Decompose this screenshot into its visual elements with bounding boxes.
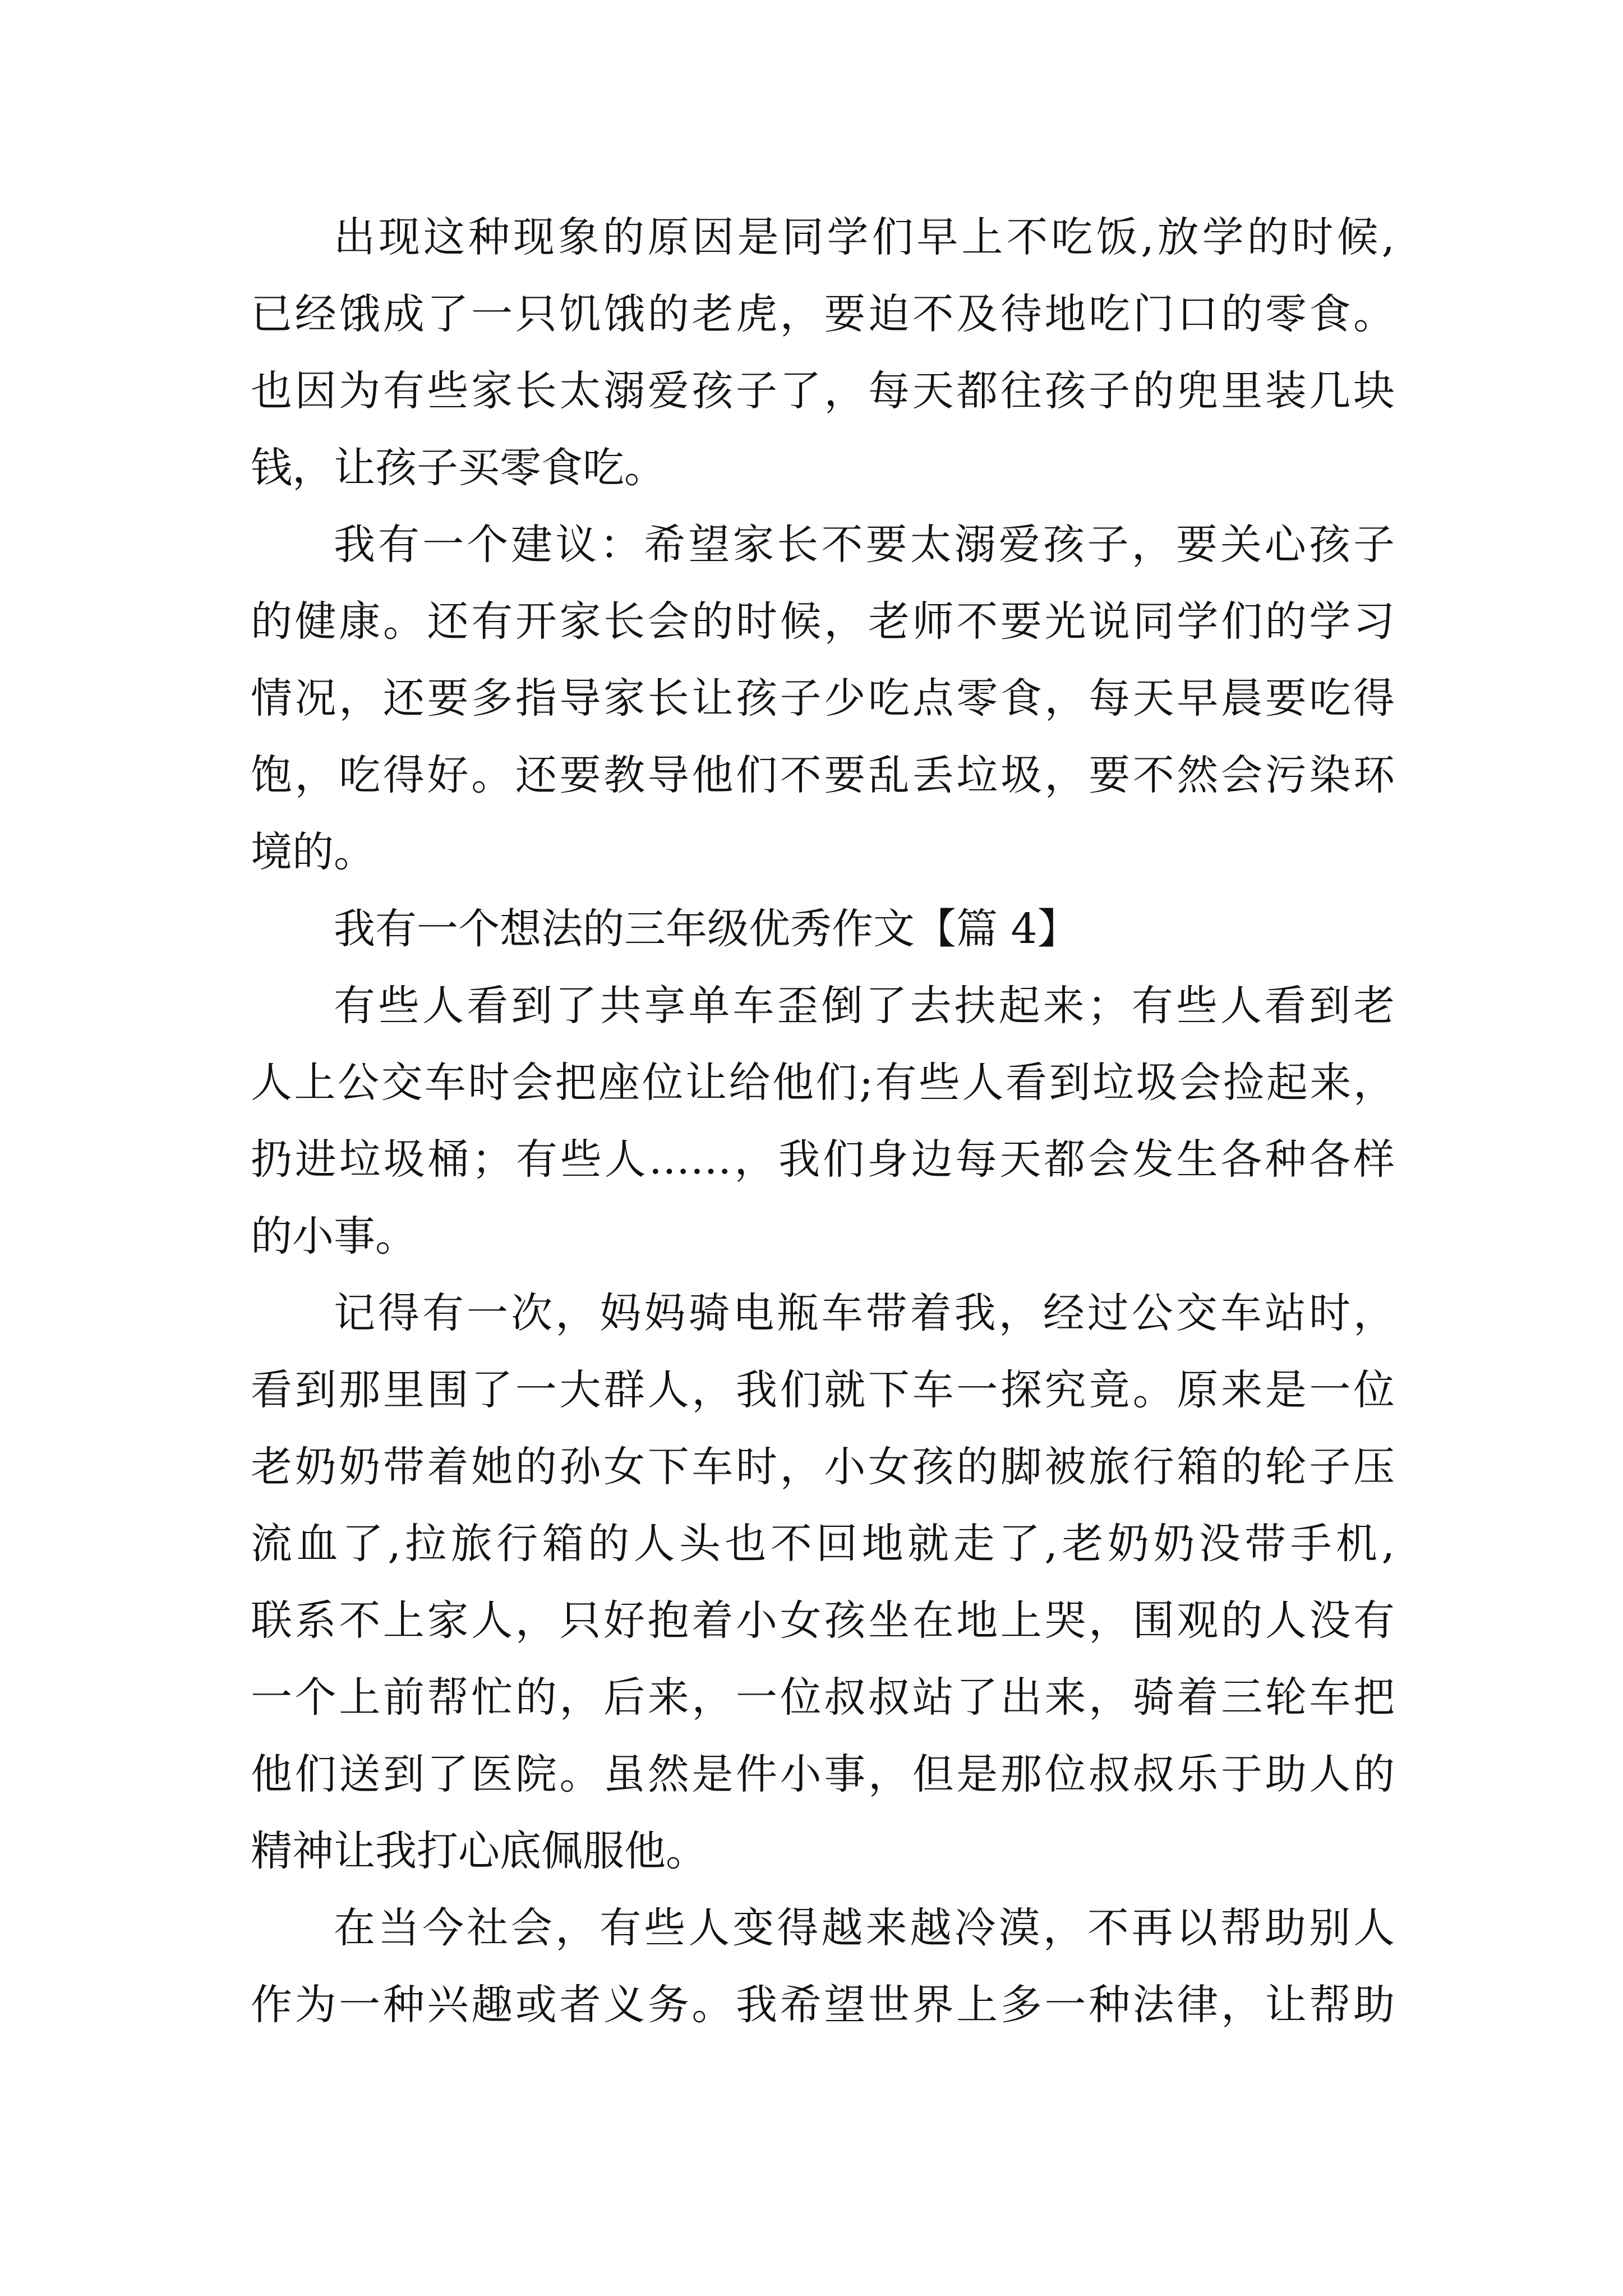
paragraph-5-line-1: 在当今社会，有些人变得越来越冷漠，不再以帮助别人 — [334, 1904, 1395, 1952]
paragraph-2-line-1: 我有一个建议：希望家长不要太溺爱孩子，要关心孩子 — [334, 521, 1395, 569]
document-body — [251, 199, 1395, 2044]
paragraph-4-line-7: 他们送到了医院。虽然是件小事，但是那位叔叔乐于助人的 — [251, 1750, 1395, 1798]
paragraph-3-line-4: 的小事。 — [251, 1212, 417, 1260]
paragraph-4-line-8: 精神让我打心底佩服他。 — [251, 1827, 707, 1875]
paragraph-2-line-2: 的健康。还有开家长会的时候，老师不要光说同学们的学习 — [251, 597, 1395, 646]
paragraph-2-line-4: 饱，吃得好。还要教导他们不要乱丢垃圾，要不然会污染环 — [251, 751, 1395, 799]
paragraph-4-line-4: 流血了,拉旅行箱的人头也不回地就走了,老奶奶没带手机, — [251, 1520, 1395, 1568]
paragraph-3-line-3: 扔进垃圾桶；有些人……，我们身边每天都会发生各种各样 — [251, 1135, 1395, 1184]
paragraph-4-line-5: 联系不上家人，只好抱着小女孩坐在地上哭，围观的人没有 — [251, 1596, 1395, 1645]
paragraph-1-line-2: 已经饿成了一只饥饿的老虎，要迫不及待地吃门口的零食。 — [251, 290, 1395, 338]
paragraph-1-line-3: 也因为有些家长太溺爱孩子了，每天都往孩子的兜里装几块 — [251, 367, 1395, 415]
paragraph-1-line-4: 钱，让孩子买零食吃。 — [251, 444, 666, 492]
paragraph-4-line-2: 看到那里围了一大群人，我们就下车一探究竟。原来是一位 — [251, 1366, 1395, 1414]
paragraph-4-line-6: 一个上前帮忙的，后来，一位叔叔站了出来，骑着三轮车把 — [251, 1673, 1395, 1722]
paragraph-5-line-2: 作为一种兴趣或者义务。我希望世界上多一种法律，让帮助 — [251, 1981, 1395, 2029]
paragraph-3-line-1: 有些人看到了共享单车歪倒了去扶起来；有些人看到老 — [334, 982, 1395, 1030]
paragraph-2-line-5: 境的。 — [251, 828, 375, 876]
paragraph-4-line-1: 记得有一次，妈妈骑电瓶车带着我，经过公交车站时， — [334, 1289, 1395, 1337]
paragraph-3-line-2: 人上公交车时会把座位让给他们;有些人看到垃圾会捡起来， — [251, 1059, 1395, 1107]
section-heading: 我有一个想法的三年级优秀作文【篇 4】 — [334, 905, 1079, 953]
paragraph-1-line-1: 出现这种现象的原因是同学们早上不吃饭,放学的时候, — [334, 213, 1395, 261]
paragraph-4-line-3: 老奶奶带着她的孙女下车时，小女孩的脚被旅行箱的轮子压 — [251, 1443, 1395, 1491]
paragraph-2-line-3: 情况，还要多指导家长让孩子少吃点零食，每天早晨要吃得 — [251, 674, 1395, 723]
